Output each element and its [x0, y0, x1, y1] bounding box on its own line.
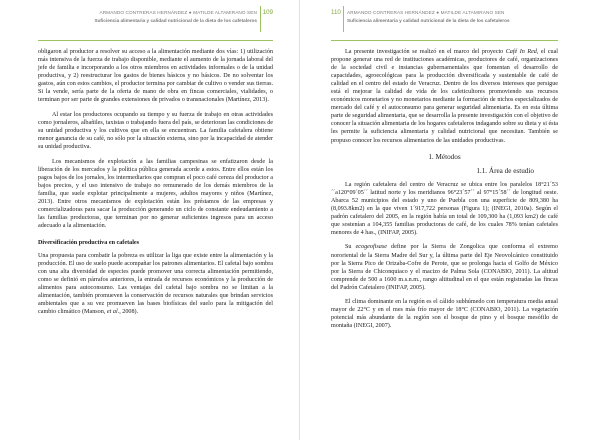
paragraph	[331, 243, 558, 291]
italic-text: Café In Red	[505, 49, 537, 55]
paragraph	[331, 48, 558, 145]
subsection-heading: 1.1. Área de estudio	[476, 166, 534, 175]
paragraph: Los mecanismos de explotación a las familias campesinas se enfatizaron desde la liberación de los mercados y la política pública generada acorde a estos. Entre ellos están los pagos bajos de los jornales, los intermediarios que compran el poco café cereza del productor a bajos precios, y el uso intensivo de trabajo no remunerado de los demás miembros de la familia, que suele explotar principalmente a mujeres, adultos mayores y niños (Martínez, 2013). Entre otros mecanismos de explotación están los préstamos de las empresas y comercializadoras para sacar la producción generando un ciclo de constante endeudamiento a las familias productoras, que terminan por no generar suficientes ingresos para un acceso adecuado a la alimentación.	[38, 158, 273, 229]
section-heading: 1. Métodos	[428, 152, 461, 161]
left-page-body	[38, 48, 273, 316]
italic-text: et al	[106, 309, 118, 316]
left-page-header	[38, 6, 273, 41]
section-heading: Diversificación productiva en cafetales	[38, 239, 140, 246]
right-header-subtitle: Suficiencia alimentaria y calidad nutricional de la dieta de los cafetaleros	[347, 18, 510, 23]
paragraph-text: ., 2008).	[117, 309, 139, 316]
italic-text: ecogeofisase	[355, 244, 387, 251]
paragraph-text: Una propuesta para combatir la pobreza es utilizar la liga que existe entre la alimentación y la producción. El uso de suelo puede acompañar los patrones alimentarios. El cafetal bajo sombra con una alta diversidad de especies puede promover una correcta alimentación permitiendo, como se definió en párrafos anteriores, la entrada de recursos económicos y la producción de alimentos para autoconsumo. Las ventajas del cafetal bajo sombra no se limitan a la alimentación, también promueven la conservación de recursos naturales que brindan servicios ambientales que a su vez promueven las bases biofísicas del suelo para la mitigación del cambio climático (Manson,	[38, 253, 273, 316]
paragraph-text: La presente investigación se realizó en el marco del proyecto	[345, 49, 506, 55]
left-header-divider	[260, 6, 261, 32]
right-page-number: 110	[331, 9, 341, 16]
right-page-body	[331, 48, 558, 330]
right-header-text	[347, 10, 510, 23]
right-page-header	[331, 6, 558, 41]
left-page-number: 109	[262, 9, 273, 16]
right-header-divider	[343, 6, 344, 32]
paragraph	[38, 252, 273, 316]
paragraph: La región cafetalera del centro de Veracruz se ubica entre los paralelos 18°21´53´´a120°09´05´´ latitud norte y los meridianos 96°23´57´´ al 97°15´58´´ de longitud oeste. Abarca 52 municipios del estado y uno de Puebla con una superficie de 809,380 ha (8,093.8km2) en la que viven 1´917,722 personas (Figura 1); (INEGI, 2010a). Según el padrón cafetalero del 2005, en la región había un total de 109,300 ha (1,093 km2) de café que sostenían a 104,355 familias productoras de café, de los cuales 78% tenían cafetales menores de 4 has., (INIFAP, 2005).	[331, 181, 558, 236]
paragraph: Al estar los productores ocupando su tiempo y su fuerza de trabajo en otras actividades como jornaleros, albañiles, taxistas o trabajando fuera del país, se deterioran las condiciones de su unidad productiva y los cultivos que en ella se encuentran. La familia cafetalera obtiene menor ganancia de su café, no sólo por la situación externa, sino por la incapacidad de atender su unidad productiva.	[38, 111, 273, 151]
right-header-authors: ARMANDO CONTRERAS HERNÁNDEZ ● MATILDE ALTAMIRANO SEN	[347, 10, 505, 15]
left-header-text	[94, 10, 257, 23]
left-header-subtitle: Suficiencia alimentaria y calidad nutricional de la dieta de los cafetaleros	[94, 18, 257, 23]
paragraph-text: , el cual propone generar una red de instituciones académicas, productores de café, organizaciones de la sociedad civil e instancias gubernamentales que fomentan el desarrollo de capacidades, agroecológicas para la producción diversificada y sustentable de café de calidad en el centro del estado de Veracruz. Dentro de los diversos intereses que persigue está el mejorar la calidad de vida de los cafeticultores promoviendo sus recursos económicos monetarios y no monetarios mediante la formación de nichos especializados de mercado del café y el autoconsumo para generar seguridad alimentaria. Es en esta última parte de seguridad alimentaria, que se desarrolla la presente investigación con el objetivo de conocer la situación alimentaria de los hogares cafetaleros indagando sobre su dieta y si ésta les permite la suficiencia alimentaria y calidad nutricional que necesitan. También se propuso conocer los recursos alimentarios de las unidades productivas.	[331, 49, 558, 144]
paragraph-text: Su	[345, 244, 356, 251]
paragraph: El clima dominante en la región es el cálido subhúmedo con temperatura media anual mayor de 22°C y en el mes más frío mayor de 18°C (CONABIO, 2011). La vegetación potencial más abundante de la región son el bosque de pino y el bosque mesófilo de montaña (INEGI, 2007).	[331, 299, 558, 330]
paragraph: obligaron al productor a resolver su acceso a la alimentación mediante dos vías: 1) utilización más intensiva de la fuerza de trabajo disponible, mediante el aumento de la jornada laboral del jefe de familia e incorporando a los otros miembros en actividades informales o de la unidad productiva, y 2) reestructurar los gastos de bienes básicos y no básicos. De no solventar los gastos, aún con estos cambios, el productor termina por cambiar de cultivo o vender sus tierras. Si la vende, sería parte de la oferta de mano de obra en fincas comerciales, vialidades, o terminan por ser parte de grandes extensiones de privados o transnacionales (Martínez, 2013).	[38, 49, 273, 104]
left-header-authors: ARMANDO CONTRERAS HERNÁNDEZ ● MATILDE ALTAMIRANO SEN	[99, 10, 257, 15]
right-page	[300, 0, 600, 440]
paragraph-text: define por la Sierra de Zongolica que conforma el extremo nororiental de la Sierra Madre del Sur y, la última parte del Eje Neovolcánico constituido por la Sierra Pico de Orizaba-Cofre de Perote, que se prolonga hacia el Golfo de México por la Sierra de Chiconquiaco y el macizo de Palma Sola (CONABIO, 2011). La altitud comprende de 500 a 1600 m.s.n.m., rango altitudinal en el que están registradas las fincas del Padrón Cafetalero (INIFAP, 2005).	[331, 244, 559, 291]
